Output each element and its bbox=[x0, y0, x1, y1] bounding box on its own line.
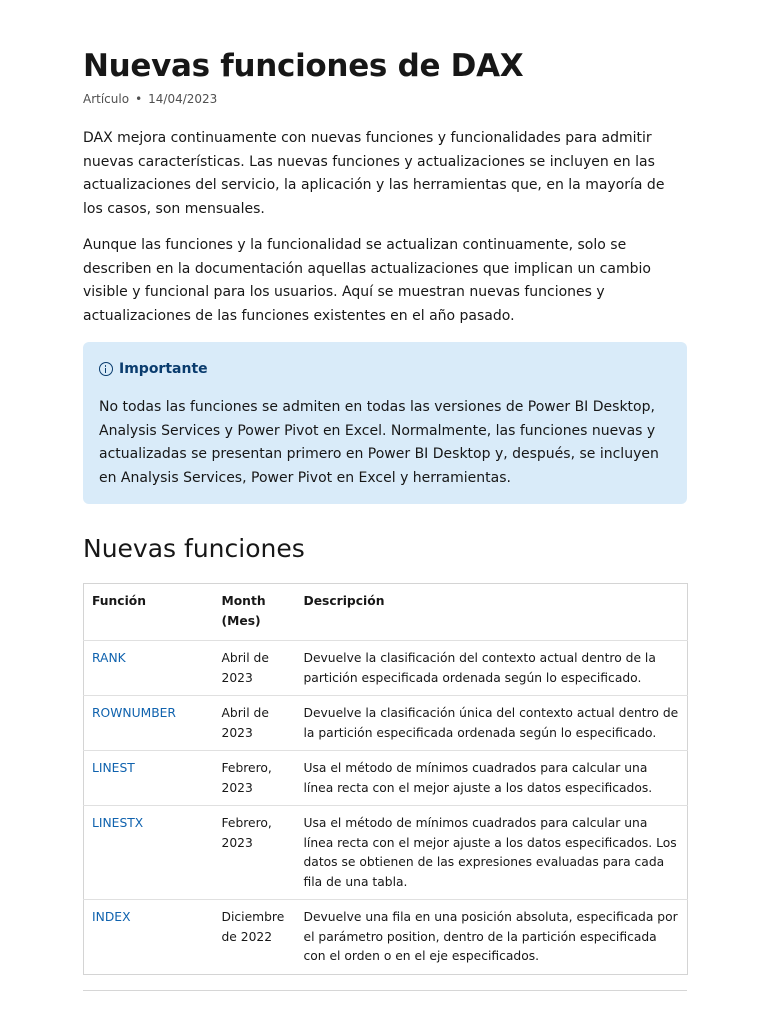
month-cell: Abril de 2023 bbox=[214, 641, 296, 696]
table-row bbox=[84, 751, 688, 806]
table-row bbox=[84, 696, 688, 751]
callout-title: Importante bbox=[119, 361, 208, 377]
article-type: Artículo bbox=[83, 92, 130, 106]
function-link-linestx[interactable]: LINESTX bbox=[92, 816, 144, 830]
important-callout bbox=[83, 342, 687, 504]
function-cell bbox=[84, 806, 214, 900]
function-link-rownumber[interactable]: ROWNUMBER bbox=[92, 706, 176, 720]
info-icon bbox=[99, 362, 113, 376]
table-row bbox=[84, 641, 688, 696]
functions-table bbox=[83, 583, 688, 975]
article-meta bbox=[83, 92, 217, 106]
table-row bbox=[84, 900, 688, 975]
section-heading: Nuevas funciones bbox=[83, 534, 305, 563]
intro-paragraph-1: DAX mejora continuamente con nuevas funciones y funcionalidades para admitir nuevas características. Las nuevas funciones y actualizaciones se incluyen en las actualizaciones del servicio, la aplicación y las herramientas que, en la mayoría de los casos, son mensuales. bbox=[83, 130, 665, 217]
description-cell: Devuelve la clasificación única del contexto actual dentro de la partición especificada ordenada según lo especificado. bbox=[296, 696, 688, 751]
header-month: Month (Mes) bbox=[214, 584, 296, 641]
month-cell: Febrero, 2023 bbox=[214, 806, 296, 900]
function-link-rank[interactable]: RANK bbox=[92, 651, 126, 665]
month-cell: Abril de 2023 bbox=[214, 696, 296, 751]
description-cell: Usa el método de mínimos cuadrados para calcular una línea recta con el mejor ajuste a los datos especificados. Los datos se obtienen de las expresiones evaluadas para cada fila de una tabla. bbox=[296, 806, 688, 900]
callout-header bbox=[99, 358, 671, 380]
intro-paragraph-2: Aunque las funciones y la funcionalidad se actualizan continuamente, solo se describen en la documentación aquellas actualizaciones que implican un cambio visible y funcional para los usuarios. Aquí se muestran nuevas funciones y actualizaciones de las funciones existentes en el año pasado. bbox=[83, 237, 651, 324]
description-cell: Devuelve la clasificación del contexto actual dentro de la partición especificada ordenada según lo especificado. bbox=[296, 641, 688, 696]
header-function: Función bbox=[84, 584, 214, 641]
month-cell: Diciembre de 2022 bbox=[214, 900, 296, 975]
article-date: 14/04/2023 bbox=[148, 92, 218, 106]
table-row bbox=[84, 806, 688, 900]
description-cell: Usa el método de mínimos cuadrados para calcular una línea recta con el mejor ajuste a los datos especificados. bbox=[296, 751, 688, 806]
function-link-index[interactable]: INDEX bbox=[92, 910, 131, 924]
callout-body: No todas las funciones se admiten en todas las versiones de Power BI Desktop, Analysis Services y Power Pivot en Excel. Normalmente, las funciones nuevas y actualizadas se presentan primero en Power BI Desktop y, después, se incluyen en Analysis Services, Power Pivot en Excel y herramientas. bbox=[99, 399, 659, 486]
function-cell bbox=[84, 641, 214, 696]
section-divider bbox=[83, 990, 687, 991]
table-header-row bbox=[84, 584, 688, 641]
month-cell: Febrero, 2023 bbox=[214, 751, 296, 806]
function-cell bbox=[84, 751, 214, 806]
description-cell: Devuelve una fila en una posición absoluta, especificada por el parámetro position, dentro de la partición especificada con el orden o en el eje especificados. bbox=[296, 900, 688, 975]
function-cell bbox=[84, 696, 214, 751]
function-cell bbox=[84, 900, 214, 975]
meta-separator: • bbox=[135, 92, 143, 106]
header-description: Descripción bbox=[296, 584, 688, 641]
page-title: Nuevas funciones de DAX bbox=[83, 48, 524, 84]
function-link-linest[interactable]: LINEST bbox=[92, 761, 135, 775]
